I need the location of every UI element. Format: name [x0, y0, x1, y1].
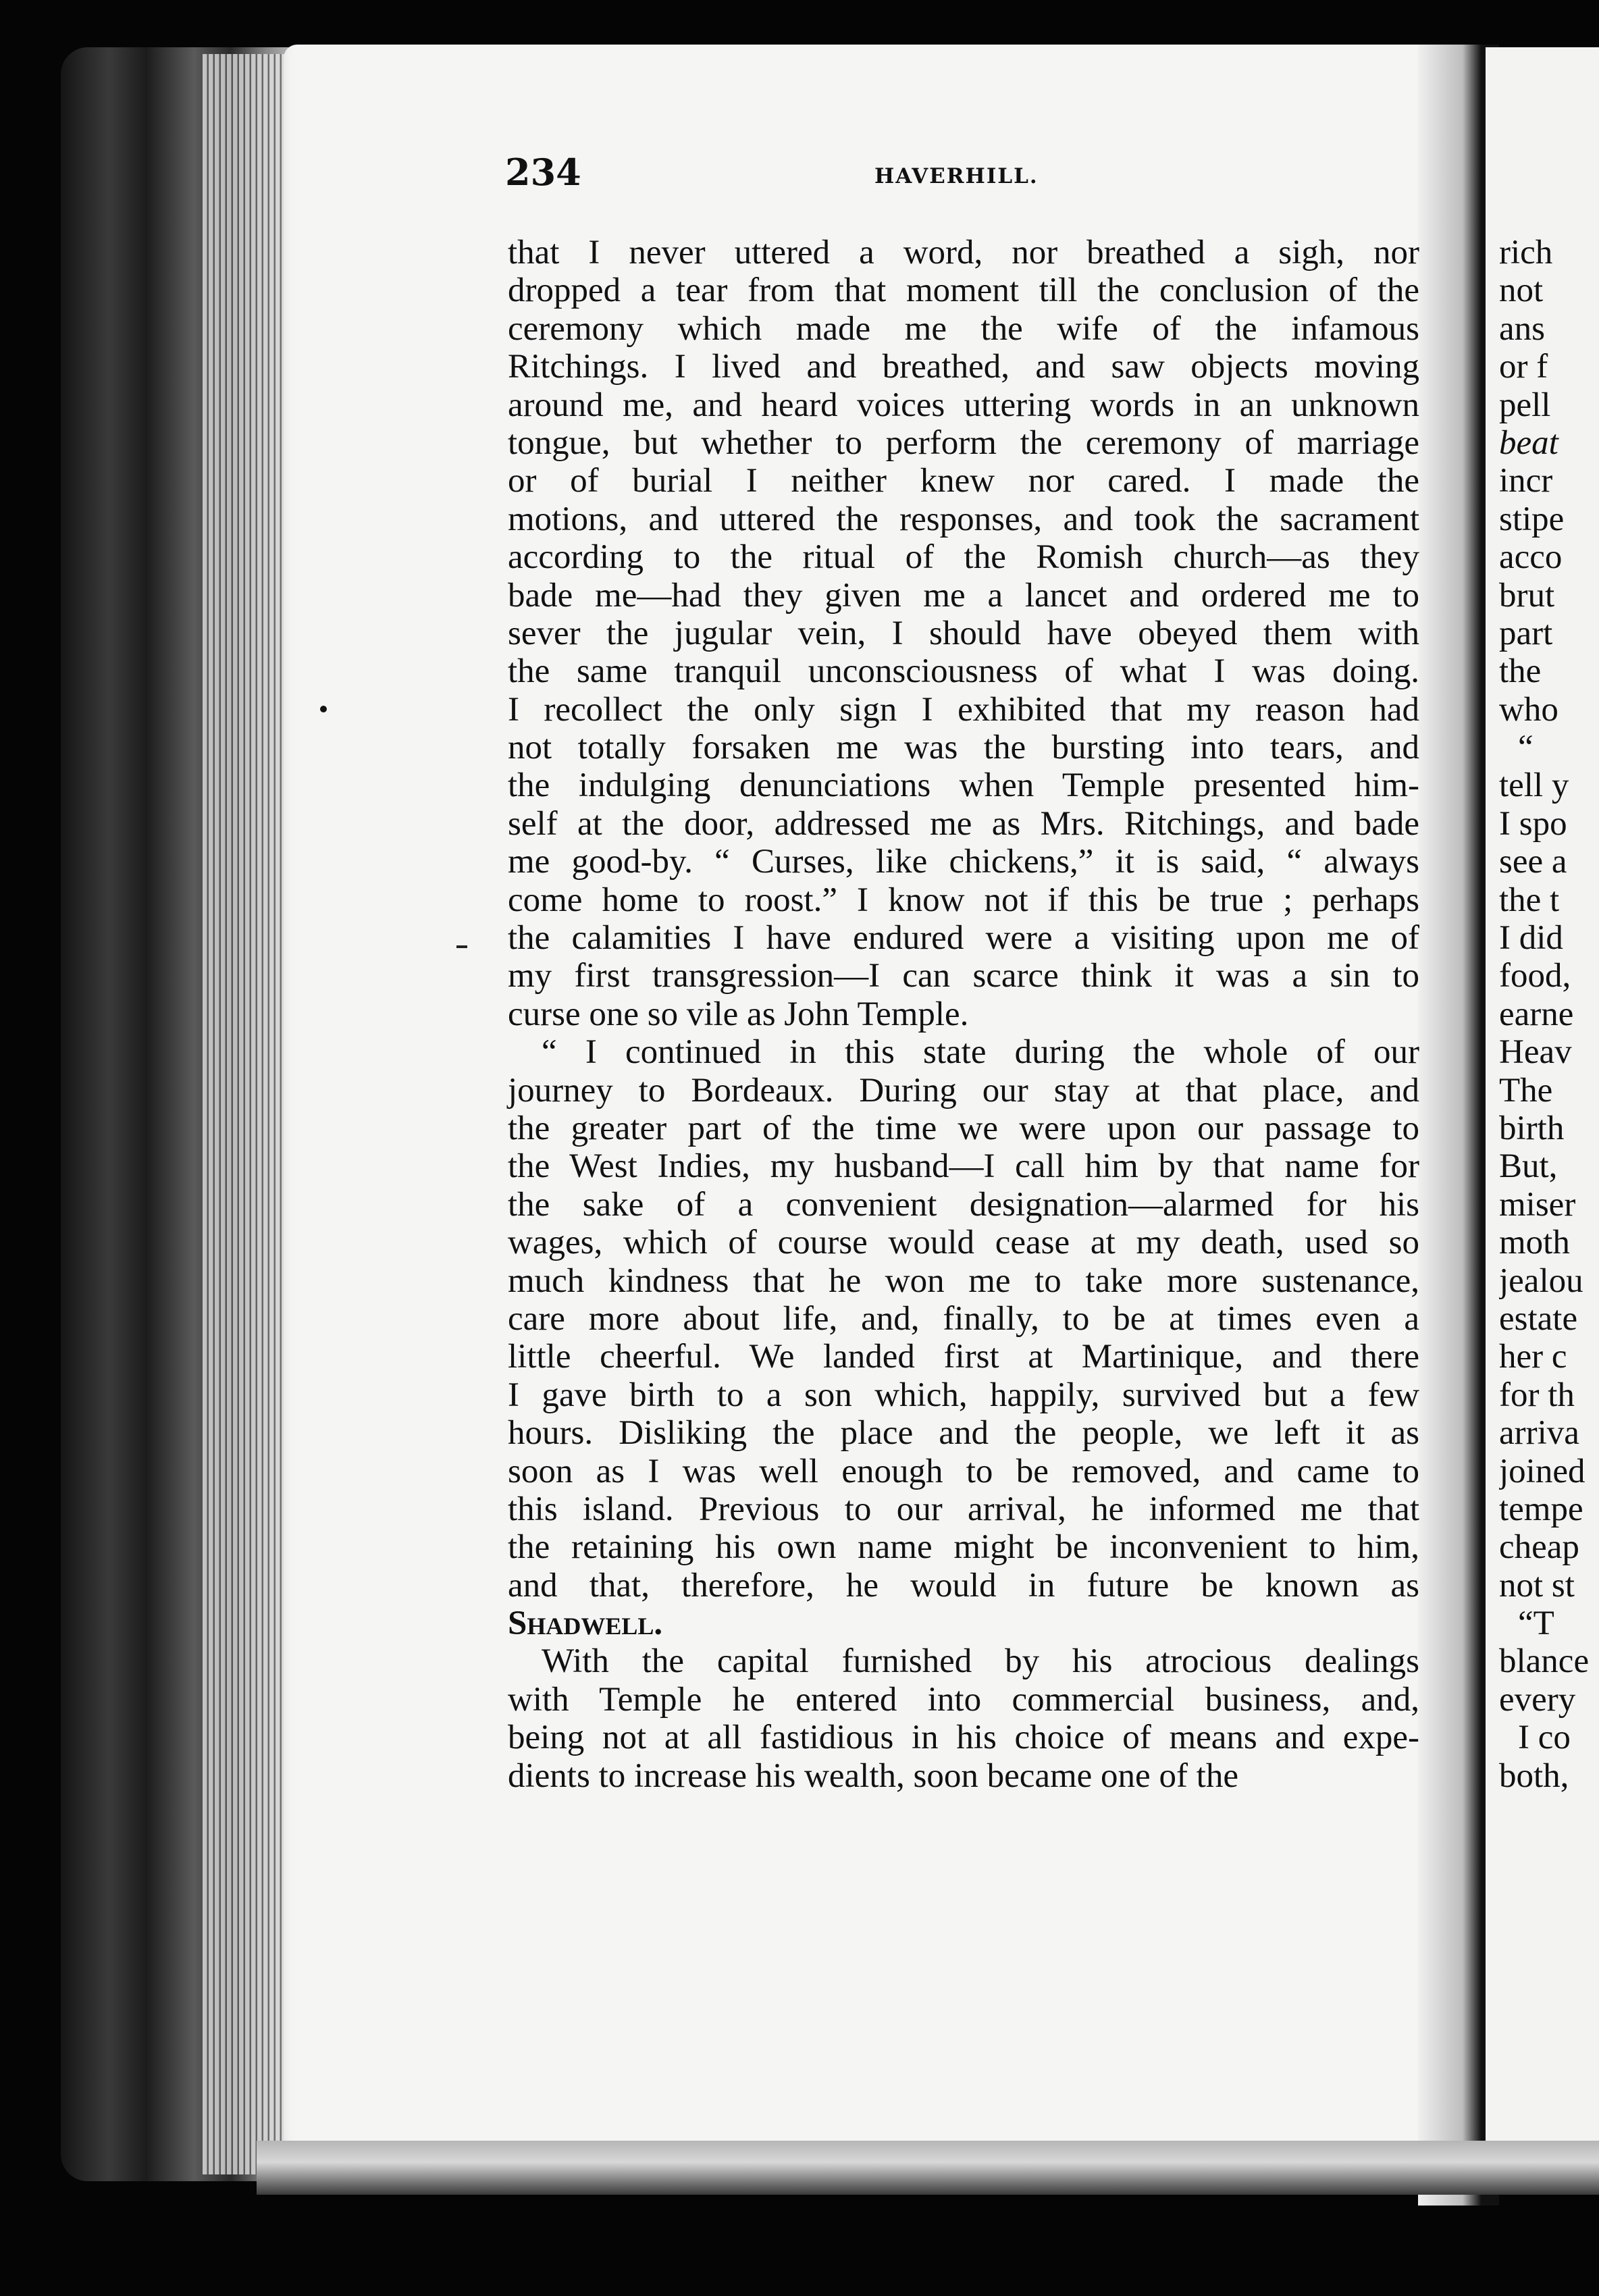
text-line: tongue, but whether to perform the ceremony of marriage — [508, 423, 1419, 462]
text-line-fragment: The — [1499, 1071, 1553, 1110]
text-line: motions, and uttered the responses, and took the sacrament — [508, 500, 1419, 538]
text-line-fragment: moth — [1499, 1224, 1570, 1262]
left-page-text — [508, 234, 1419, 1795]
text-line: the indulging denunciations when Temple presented him- — [508, 766, 1419, 805]
page-stack-edges — [203, 54, 297, 2174]
text-line-fragment: her c — [1499, 1338, 1567, 1376]
text-line: the retaining his own name might be inconvenient to him, — [508, 1528, 1419, 1567]
text-line: bade me—had they given me a lancet and ordered me to — [508, 576, 1419, 615]
text-line-fragment: food, — [1499, 957, 1571, 995]
text-line: and that, therefore, he would in future be known as — [508, 1566, 1419, 1604]
text-line: the calamities I have endured were a visiting upon me of — [508, 919, 1419, 958]
text-line-fragment: miser — [1499, 1185, 1576, 1224]
text-line: the sake of a convenient designation—alarmed for his — [508, 1185, 1419, 1224]
text-line-fragment: I co — [1518, 1719, 1571, 1757]
text-line-fragment: not — [1499, 271, 1544, 310]
margin-mark — [456, 945, 467, 948]
text-line: Ritchings. I lived and breathed, and saw objects moving — [508, 348, 1419, 386]
text-line: self at the door, addressed me as Mrs. Ritchings, and bade — [508, 804, 1419, 843]
text-line-fragment: ans — [1499, 309, 1545, 348]
text-line: ceremony which made me the wife of the infamous — [508, 309, 1419, 348]
text-line: “ I continued in this state during the whole of our — [542, 1033, 1419, 1072]
text-line: my first transgression—I can scarce think it was a sin to — [508, 957, 1419, 995]
text-line: dients to increase his wealth, soon became one of the — [508, 1756, 1238, 1795]
text-line-fragment: both, — [1499, 1756, 1569, 1795]
text-line: the greater part of the time we were upon our passage to — [508, 1109, 1419, 1147]
text-line: little cheerful. We landed first at Martinique, and there — [508, 1338, 1419, 1376]
text-line-fragment: Heav — [1499, 1033, 1572, 1072]
text-line: the same tranquil unconsciousness of what I was doing. — [508, 652, 1419, 691]
text-line: Shadwell. — [508, 1604, 663, 1643]
text-line-fragment: jealou — [1499, 1261, 1583, 1300]
text-line-fragment: part — [1499, 614, 1553, 652]
text-line: this island. Previous to our arrival, he informed me that — [508, 1490, 1419, 1528]
text-line: hours. Disliking the place and the people, we left it as — [508, 1414, 1419, 1453]
text-line-fragment: brut — [1499, 576, 1555, 615]
text-line-fragment: not st — [1499, 1566, 1575, 1604]
text-line-fragment: acco — [1499, 538, 1563, 577]
text-line-fragment: pell — [1499, 386, 1551, 424]
text-line-fragment: for th — [1499, 1376, 1575, 1414]
page-number: 234 — [505, 151, 581, 194]
text-line: not totally forsaken me was the bursting into tears, and — [508, 729, 1419, 767]
text-line: care more about life, and, finally, to be at times even a — [508, 1299, 1419, 1338]
text-line: the West Indies, my husband—I call him by that name for — [508, 1147, 1419, 1186]
text-line: With the capital furnished by his atrocious dealings — [542, 1642, 1419, 1681]
text-line: sever the jugular vein, I should have obeyed them with — [508, 614, 1419, 652]
text-line-fragment: rich — [1499, 234, 1553, 271]
text-line: much kindness that he won me to take more sustenance, — [508, 1261, 1419, 1300]
margin-speck — [320, 706, 327, 712]
text-line: me good-by. “ Curses, like chickens,” it is said, “ always — [508, 843, 1419, 881]
text-line-fragment: arriva — [1499, 1414, 1579, 1453]
text-line: wages, which of course would cease at my death, used so — [508, 1224, 1419, 1262]
text-line: with Temple he entered into commercial business, and, — [508, 1680, 1419, 1719]
text-line-fragment: “T — [1518, 1604, 1554, 1643]
text-line: curse one so vile as John Temple. — [508, 995, 969, 1033]
text-line-fragment: tell y — [1499, 766, 1569, 805]
text-line: around me, and heard voices uttering words in an unknown — [508, 386, 1419, 424]
text-line-fragment: the t — [1499, 881, 1560, 919]
text-line-fragment: the — [1499, 652, 1542, 691]
text-line: I gave birth to a son which, happily, survived but a few — [508, 1376, 1419, 1414]
text-line-fragment: cheap — [1499, 1528, 1579, 1567]
text-line: come home to roost.” I know not if this be true ; perhaps — [508, 881, 1419, 919]
text-line-fragment: see a — [1499, 843, 1567, 881]
text-line-fragment: “ — [1518, 729, 1534, 767]
text-line-fragment: blance — [1499, 1642, 1590, 1681]
text-line: according to the ritual of the Romish church—as they — [508, 538, 1419, 577]
text-line-fragment: or f — [1499, 348, 1548, 386]
text-line: I recollect the only sign I exhibited that my reason had — [508, 690, 1419, 729]
text-line-fragment: incr — [1499, 462, 1553, 500]
right-page-text-fragment — [1499, 234, 1599, 1795]
text-line: that I never uttered a word, nor breathed a sigh, nor — [508, 234, 1419, 271]
text-line-fragment: I spo — [1499, 804, 1567, 843]
text-line-fragment: beat — [1499, 423, 1558, 462]
text-line-fragment: every — [1499, 1680, 1576, 1719]
text-line-fragment: But, — [1499, 1147, 1558, 1186]
text-line: journey to Bordeaux. During our stay at that place, and — [508, 1071, 1419, 1110]
text-line-fragment: I did — [1499, 919, 1563, 958]
text-line-fragment: who — [1499, 690, 1558, 729]
text-line-fragment: earne — [1499, 995, 1574, 1033]
text-line-fragment: birth — [1499, 1109, 1565, 1147]
text-line: or of burial I neither knew nor cared. I made the — [508, 462, 1419, 500]
text-line-fragment: joined — [1499, 1452, 1585, 1490]
text-line: being not at all fastidious in his choice of means and expe- — [508, 1719, 1419, 1757]
text-line: dropped a tear from that moment till the conclusion of the — [508, 271, 1419, 310]
text-line: soon as I was well enough to be removed, and came to — [508, 1452, 1419, 1490]
text-line-fragment: tempe — [1499, 1490, 1583, 1528]
running-head: HAVERHILL. — [874, 164, 1039, 188]
text-line-fragment: stipe — [1499, 500, 1565, 538]
text-line-fragment: estate — [1499, 1299, 1578, 1338]
page-bottom-edge — [257, 2141, 1599, 2195]
